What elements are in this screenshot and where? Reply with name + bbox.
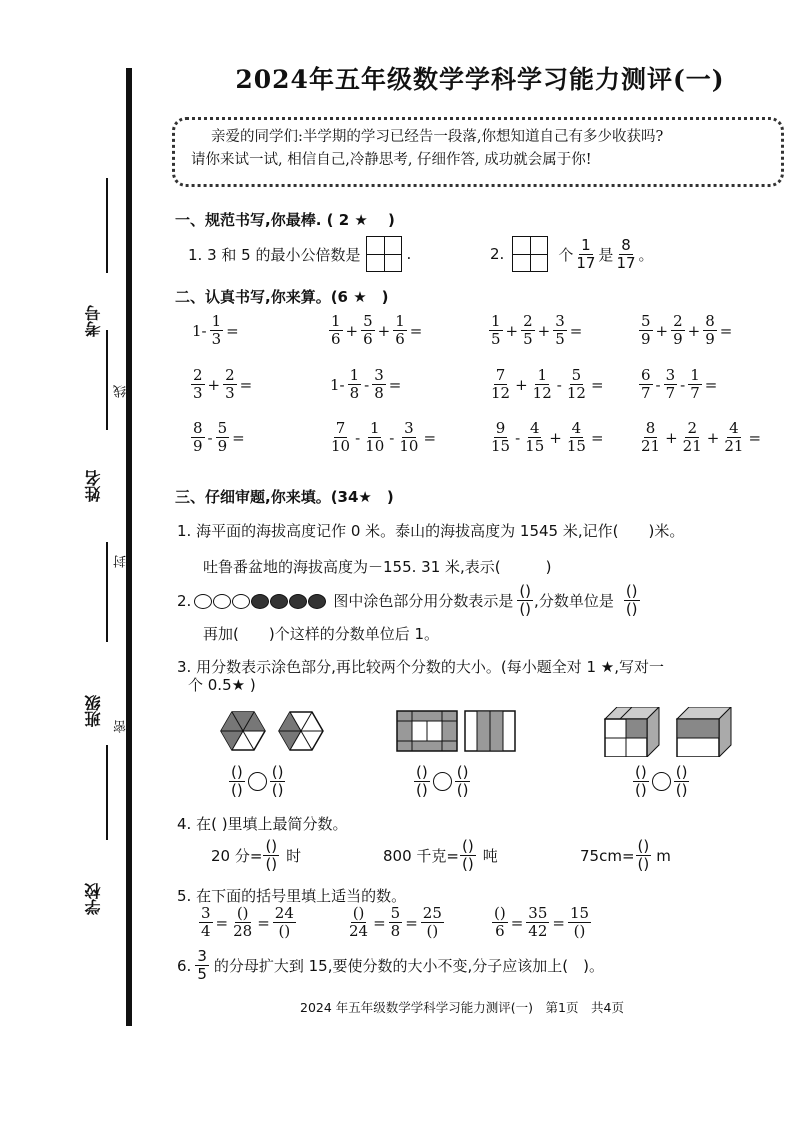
label-feng: 封 — [114, 555, 129, 568]
denominator: 6 — [363, 330, 373, 348]
numerator: () — [461, 837, 474, 855]
hexagon-figure-2 — [279, 712, 323, 750]
numerator: 3 — [374, 366, 384, 384]
equals-sign: = — [257, 913, 270, 932]
denominator: () — [675, 781, 688, 799]
blank-fraction[interactable] — [460, 838, 476, 873]
numerator: () — [236, 904, 249, 922]
minuend: 1- — [330, 375, 345, 394]
q4-item-b — [383, 838, 498, 873]
s1-q2-num: 2. — [490, 245, 505, 263]
s1-question-1 — [188, 236, 411, 272]
s3-q2-num: 2. — [177, 591, 192, 610]
denominator: () — [456, 781, 469, 799]
numerator: 2 — [687, 419, 697, 437]
calc-expression — [488, 420, 606, 455]
fraction[interactable] — [231, 905, 254, 940]
fraction — [223, 367, 237, 402]
denominator: 15 — [491, 437, 511, 455]
q4-item-a — [211, 838, 301, 873]
label-xian: 线 — [114, 385, 129, 398]
numerator: 4 — [729, 419, 739, 437]
numerator: 3 — [404, 419, 414, 437]
fraction — [361, 313, 375, 348]
s3-q3-line-a: 3. 用分数表示涂色部分,再比较两个分数的大小。(每小题全对 1 ★,写对一 — [177, 658, 664, 676]
fraction — [526, 905, 549, 940]
numerator: () — [635, 763, 647, 781]
operator: + — [537, 321, 551, 340]
numerator: 5 — [571, 366, 582, 384]
blank-fraction[interactable] — [517, 583, 533, 618]
numerator: 5 — [217, 419, 228, 437]
equals-sign: = — [409, 321, 423, 340]
calc-expression — [190, 313, 241, 348]
operator: - — [556, 375, 562, 394]
fraction[interactable] — [347, 905, 370, 940]
numerator: 5 — [641, 312, 651, 330]
blank-fraction[interactable] — [263, 838, 279, 873]
fraction — [191, 367, 205, 402]
calc-expression — [190, 420, 247, 455]
q4-a-unit: 时 — [286, 847, 302, 865]
denominator: 4 — [201, 922, 211, 940]
denominator: () — [271, 781, 284, 799]
q4-b-unit: 吨 — [482, 847, 498, 865]
fraction — [639, 367, 653, 402]
equals-sign: = — [569, 321, 583, 340]
compare-circle[interactable] — [652, 772, 671, 791]
fraction — [489, 367, 512, 402]
fraction — [489, 420, 512, 455]
fraction — [565, 420, 588, 455]
fraction — [688, 367, 702, 402]
denominator: 12 — [532, 384, 552, 402]
fraction — [191, 420, 205, 455]
calc-expression — [328, 367, 403, 402]
blank-fraction[interactable] — [636, 838, 652, 873]
s3-q5-heading: 5. 在下面的括号里填上适当的数。 — [177, 887, 407, 905]
numerator: 7 — [495, 366, 506, 384]
s3-question-6 — [177, 948, 604, 983]
denominator: () — [265, 855, 278, 873]
fraction — [210, 313, 224, 348]
denominator: () — [625, 600, 638, 618]
oval-empty-icon — [232, 594, 250, 609]
numerator: () — [637, 837, 650, 855]
numerator: () — [231, 763, 243, 781]
fraction — [639, 313, 653, 348]
fraction[interactable] — [568, 905, 591, 940]
equals-sign: = — [405, 913, 418, 932]
equals-sign: = — [226, 321, 239, 340]
operator: + — [505, 321, 519, 340]
denominator: 21 — [641, 437, 661, 455]
numerator: 2 — [673, 312, 683, 330]
numerator: 1 — [491, 312, 501, 330]
numerator: 2 — [523, 312, 533, 330]
fraction — [216, 420, 230, 455]
denominator: 6 — [331, 330, 341, 348]
equals-sign: = — [590, 375, 604, 394]
numerator: 1 — [211, 312, 222, 330]
denominator: () — [231, 781, 243, 799]
intro-line-1: 亲爱的同学们:半学期的学习已经告一段落,你想知道自己有多少收获吗? — [211, 129, 664, 145]
oval-empty-icon — [213, 594, 231, 609]
s1-q2-b: 是 — [598, 245, 614, 264]
numerator: 3 — [201, 904, 211, 922]
denominator: 3 — [225, 384, 235, 402]
q4-item-c — [580, 838, 671, 873]
denominator: 9 — [641, 330, 651, 348]
denominator: 12 — [566, 384, 586, 402]
blank-fraction[interactable] — [414, 764, 430, 799]
denominator: 28 — [233, 922, 253, 940]
fraction — [329, 313, 343, 348]
fraction — [681, 420, 704, 455]
operator: + — [515, 375, 528, 394]
hexagon-figure-1 — [221, 712, 265, 750]
fraction — [722, 420, 745, 455]
equals-sign: = — [704, 375, 718, 394]
cube-figure-2 — [677, 707, 731, 757]
equals-sign: = — [590, 428, 604, 447]
fraction[interactable] — [492, 905, 508, 940]
oval-empty-icon — [194, 594, 212, 609]
field-line-kaohao — [106, 178, 108, 273]
denominator: 15 — [566, 437, 586, 455]
page-footer: 2024 年五年级数学学科学习能力测评(一) 第1页 共4页 — [300, 1000, 624, 1015]
numerator: () — [456, 763, 469, 781]
label-mi: 密 — [114, 720, 129, 733]
operator: + — [655, 321, 669, 340]
denominator: 3 — [211, 330, 222, 348]
fraction — [329, 420, 352, 455]
numerator: 35 — [528, 904, 548, 922]
q4-c-unit: m — [656, 846, 671, 865]
numerator: 1 — [690, 366, 700, 384]
fraction — [703, 313, 717, 348]
numerator: 5 — [363, 312, 373, 330]
denominator: 5 — [523, 330, 533, 348]
calc-expression — [638, 420, 763, 455]
denominator: () — [637, 855, 650, 873]
oval-filled-icon — [270, 594, 288, 609]
denominator: 17 — [576, 253, 596, 272]
denominator: 42 — [528, 922, 548, 940]
fraction — [363, 420, 386, 455]
s3-q3-line-b: 个 0.5★ ) — [188, 676, 256, 694]
blank-fraction[interactable] — [624, 583, 640, 618]
denominator: 5 — [491, 330, 501, 348]
label-xuexiao: 学校 — [84, 883, 103, 915]
fraction — [393, 313, 407, 348]
denominator: 21 — [724, 437, 744, 455]
minuend: 1- — [192, 321, 207, 340]
q3-figures — [215, 707, 735, 757]
equals-sign: = — [552, 913, 565, 932]
s3-q2-b: ,分数单位是 — [534, 592, 614, 610]
numerator: 1 — [349, 366, 360, 384]
numerator: 9 — [495, 419, 506, 437]
denominator: 21 — [682, 437, 702, 455]
blank-fraction[interactable] — [455, 764, 471, 799]
operator: - — [355, 428, 361, 447]
denominator: 10 — [331, 437, 351, 455]
comparison-2 — [413, 764, 471, 799]
blank-fraction[interactable] — [633, 764, 649, 799]
numerator: 4 — [529, 419, 540, 437]
denominator: 10 — [365, 437, 385, 455]
compare-circle[interactable] — [433, 772, 452, 791]
numerator: 1 — [537, 366, 547, 384]
q4-b-label: 800 千克= — [383, 847, 459, 865]
numerator: () — [494, 904, 506, 922]
calc-expression — [328, 420, 438, 455]
operator: + — [377, 321, 391, 340]
equals-sign: = — [748, 428, 762, 447]
denominator: () — [635, 781, 647, 799]
section-3-heading: 三、仔细审题,你来填。(34★ ) — [175, 488, 394, 506]
numerator: () — [625, 582, 638, 600]
q4-a-label: 20 分= — [211, 847, 263, 865]
label-banji: 班级 — [84, 695, 103, 727]
oval-filled-icon — [308, 594, 326, 609]
denominator: () — [416, 781, 428, 799]
operator: - — [515, 428, 521, 447]
numerator: 3 — [197, 947, 207, 965]
denominator: 9 — [217, 437, 228, 455]
operator: + — [687, 321, 701, 340]
section-2-heading: 二、认真书写,你来算。(6 ★ ) — [175, 288, 389, 306]
denominator: () — [461, 855, 474, 873]
denominator: 3 — [193, 384, 203, 402]
denominator: 5 — [197, 965, 207, 983]
numerator: 25 — [422, 904, 442, 922]
denominator: 24 — [349, 922, 369, 940]
blank-fraction[interactable] — [229, 764, 245, 799]
q4-c-label: 75cm= — [580, 846, 635, 865]
numerator: 15 — [569, 904, 590, 922]
denominator: 9 — [705, 330, 715, 348]
binding-line — [126, 68, 132, 1026]
denominator: () — [519, 600, 532, 618]
s3-q2-a: 图中涂色部分用分数表示是 — [333, 592, 514, 610]
equals-sign: = — [239, 375, 253, 394]
equals-sign: = — [719, 321, 733, 340]
operator: + — [345, 321, 359, 340]
operator: - — [655, 375, 661, 394]
rectangle-figure-1 — [397, 711, 457, 751]
calc-expression — [328, 313, 424, 348]
numerator: 1 — [395, 312, 405, 330]
intro-line-2: 请你来试一试, 相信自己,冷静思考, 仔细作答, 成功就会属于你! — [191, 152, 592, 168]
oval-filled-icon — [251, 594, 269, 609]
intro-box — [172, 117, 784, 187]
q6-text: 的分母扩大到 15,要使分数的大小不变,分子应该加上( )。 — [213, 957, 604, 975]
fraction[interactable] — [421, 905, 444, 940]
denominator: 7 — [690, 384, 700, 402]
operator: + — [207, 375, 221, 394]
oval-filled-icon — [289, 594, 307, 609]
numerator: () — [416, 763, 428, 781]
numerator: () — [265, 837, 278, 855]
fraction — [531, 367, 554, 402]
blank-fraction[interactable] — [674, 764, 690, 799]
fraction — [397, 420, 420, 455]
denominator: 9 — [193, 437, 203, 455]
fraction — [199, 905, 213, 940]
cube-figure-1 — [605, 707, 659, 757]
numerator: 3 — [555, 312, 565, 330]
numerator: 8 — [705, 312, 715, 330]
numerator: 1 — [369, 419, 380, 437]
fraction — [565, 367, 588, 402]
numerator: 8 — [645, 419, 656, 437]
comparison-3 — [632, 764, 690, 799]
operator: + — [706, 428, 720, 447]
fraction — [195, 948, 209, 983]
numerator: 8 — [193, 419, 203, 437]
denominator: 15 — [525, 437, 545, 455]
q5-group-2 — [346, 905, 445, 940]
s1-question-2 — [490, 236, 654, 272]
denominator: 7 — [665, 384, 676, 402]
numerator: 2 — [225, 366, 235, 384]
equals-sign: = — [373, 913, 386, 932]
s3-q2-line-c: 再加( )个这样的分数单位后 1。 — [203, 625, 440, 643]
numerator: 7 — [335, 419, 346, 437]
q5-group-1 — [198, 905, 297, 940]
equals-sign: = — [510, 913, 524, 932]
fraction[interactable] — [273, 905, 296, 940]
operator: + — [665, 428, 678, 447]
numerator: 1 — [581, 235, 591, 254]
label-kaohao: 考号 — [84, 305, 103, 337]
numerator: 2 — [193, 366, 203, 384]
blank-fraction[interactable] — [270, 764, 286, 799]
fraction — [614, 237, 637, 272]
denominator: 8 — [374, 384, 384, 402]
denominator: 12 — [491, 384, 511, 402]
numerator: 8 — [621, 235, 631, 254]
fraction — [553, 313, 567, 348]
calc-expression — [638, 313, 734, 348]
denominator: 8 — [349, 384, 360, 402]
equals-sign: = — [232, 428, 245, 447]
operator: - — [207, 428, 213, 447]
s3-q4-heading: 4. 在( )里填上最简分数。 — [177, 815, 348, 833]
oval-row — [194, 592, 327, 610]
fraction — [523, 420, 546, 455]
fraction — [574, 237, 597, 272]
s1-q2-a: 个 — [558, 245, 574, 264]
numerator: 4 — [571, 419, 582, 437]
denominator: 17 — [616, 253, 636, 272]
s1-q1-text: 1. 3 和 5 的最小公倍数是 — [188, 245, 361, 264]
field-line-xingming — [106, 330, 108, 430]
answer-box-2[interactable] — [512, 236, 548, 272]
answer-box-1[interactable] — [366, 236, 402, 272]
numerator: () — [519, 582, 532, 600]
equals-sign: = — [423, 428, 437, 447]
s1-q1-end: . — [406, 245, 412, 263]
equals-sign: = — [388, 375, 402, 394]
fraction — [521, 313, 535, 348]
numerator: 5 — [390, 904, 401, 922]
comparison-1 — [228, 764, 286, 799]
page-title: 2024年五年级数学学科学习能力测评(一) — [235, 65, 725, 94]
operator: - — [680, 375, 686, 394]
s3-q1-line-b: 吐鲁番盆地的海拔高度为－155. 31 米,表示( ) — [203, 558, 552, 576]
numerator: () — [271, 763, 284, 781]
denominator: 10 — [399, 437, 419, 455]
numerator: () — [352, 904, 365, 922]
q6-num: 6. — [177, 956, 192, 975]
s3-q1-line-a: 1. 海平面的海拔高度记作 0 米。泰山的海拔高度为 1545 米,记作( )米。 — [177, 522, 685, 540]
numerator: 3 — [665, 366, 676, 384]
operator: + — [549, 428, 562, 447]
equals-sign: = — [215, 913, 229, 932]
denominator: 5 — [555, 330, 565, 348]
calc-expression — [190, 367, 254, 402]
fraction — [664, 367, 678, 402]
field-line-xuexiao — [106, 745, 108, 840]
label-xingming: 姓名 — [84, 470, 103, 502]
numerator: () — [675, 763, 688, 781]
denominator: 6 — [395, 330, 405, 348]
fraction — [372, 367, 386, 402]
operator: - — [364, 375, 370, 394]
operator: - — [389, 428, 395, 447]
fraction — [489, 313, 503, 348]
numerator: 6 — [641, 366, 651, 384]
calc-expression — [488, 367, 606, 402]
field-line-banji — [106, 542, 108, 642]
q5-group-3 — [491, 905, 592, 940]
denominator: () — [426, 922, 439, 940]
s1-q2-end: 。 — [638, 245, 654, 264]
calc-expression — [488, 313, 584, 348]
numerator: 1 — [331, 312, 341, 330]
compare-circle[interactable] — [248, 772, 267, 791]
denominator: 6 — [495, 922, 505, 940]
denominator: 9 — [673, 330, 683, 348]
fraction — [639, 420, 662, 455]
s3-question-2 — [177, 583, 641, 618]
denominator: () — [573, 922, 586, 940]
fraction — [348, 367, 362, 402]
denominator: () — [278, 922, 291, 940]
numerator: 24 — [274, 904, 294, 922]
denominator: 7 — [641, 384, 651, 402]
rectangle-figure-2 — [465, 711, 515, 751]
calc-expression — [638, 367, 719, 402]
fraction — [671, 313, 685, 348]
section-1-heading: 一、规范书写,你最棒. ( 2 ★ ) — [175, 211, 395, 229]
denominator: 8 — [390, 922, 401, 940]
fraction — [389, 905, 403, 940]
